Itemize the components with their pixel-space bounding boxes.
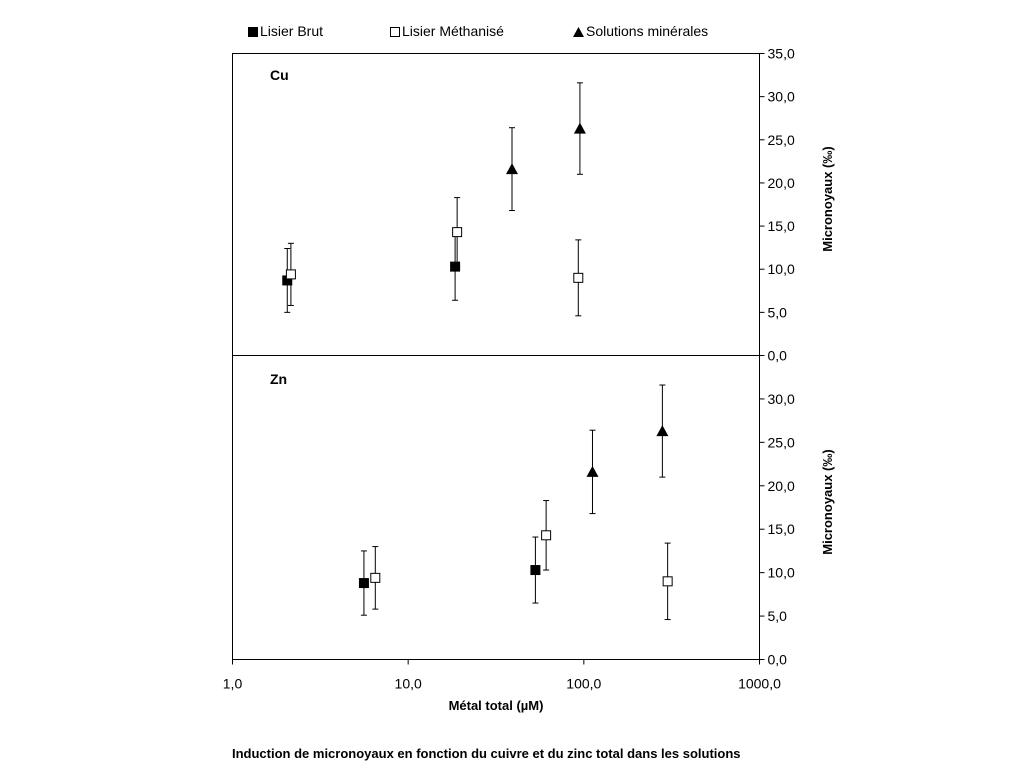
panel-label-zn: Zn <box>270 371 288 387</box>
data-point-square-open <box>542 531 551 540</box>
panel-cu <box>233 46 836 364</box>
data-point-square-filled <box>530 565 540 575</box>
data-points-zn <box>359 385 672 620</box>
data-point-square-open <box>286 270 295 279</box>
plot-frame-zn <box>233 356 760 660</box>
legend-label-lisier-brut: Lisier Brut <box>260 23 324 39</box>
y-axis-title-zn: Micronoyaux (‰) <box>820 449 835 555</box>
x-axis <box>223 660 781 692</box>
y-tick-label-zn: 0,0 <box>767 651 787 668</box>
data-point-square-open <box>371 573 380 582</box>
x-tick-label: 10,0 <box>394 675 422 692</box>
data-point-triangle-filled <box>574 123 586 134</box>
x-tick-label: 100,0 <box>566 675 602 692</box>
legend-label-lisier-methanise: Lisier Méthanisé <box>402 23 504 39</box>
y-tick-label-zn: 10,0 <box>767 564 795 581</box>
y-tick-label-cu: 30,0 <box>767 88 795 105</box>
legend-label-solutions-minerales: Solutions minérales <box>586 23 709 39</box>
panel-zn <box>233 356 836 668</box>
data-point-square-open <box>663 577 672 586</box>
panel-label-cu: Cu <box>270 67 289 83</box>
y-tick-label-zn: 5,0 <box>767 608 787 625</box>
y-tick-label-zn: 20,0 <box>767 477 795 494</box>
y-axis-cu <box>760 46 795 364</box>
y-tick-label-zn: 15,0 <box>767 521 795 538</box>
data-point-triangle-filled <box>506 163 518 174</box>
data-points-cu <box>282 83 586 316</box>
y-tick-label-cu: 0,0 <box>767 347 787 364</box>
y-tick-label-zn: 25,0 <box>767 434 795 451</box>
data-point-triangle-filled <box>586 466 598 477</box>
x-tick-label: 1,0 <box>222 675 243 692</box>
x-tick-label: 1000,0 <box>738 675 781 692</box>
y-tick-label-zn: 30,0 <box>767 390 795 407</box>
y-axis-zn <box>760 356 795 668</box>
data-point-square-open <box>453 228 462 237</box>
data-point-triangle-filled <box>656 425 668 436</box>
y-axis-title-cu: Micronoyaux (‰) <box>820 146 835 252</box>
y-tick-label-cu: 35,0 <box>767 45 795 62</box>
y-tick-label-cu: 10,0 <box>767 261 795 278</box>
plot-frame-cu <box>233 54 760 356</box>
data-point-square-open <box>574 273 583 282</box>
y-tick-label-cu: 15,0 <box>767 218 795 235</box>
data-point-square-filled <box>359 578 369 588</box>
figure-caption: Induction de micronoyaux en fonction du cuivre et du zinc total dans les solutions <box>232 746 741 761</box>
y-tick-label-cu: 20,0 <box>767 174 795 191</box>
y-tick-label-cu: 25,0 <box>767 131 795 148</box>
x-axis-title: Métal total (µM) <box>448 698 544 713</box>
y-tick-label-cu: 5,0 <box>767 304 787 321</box>
